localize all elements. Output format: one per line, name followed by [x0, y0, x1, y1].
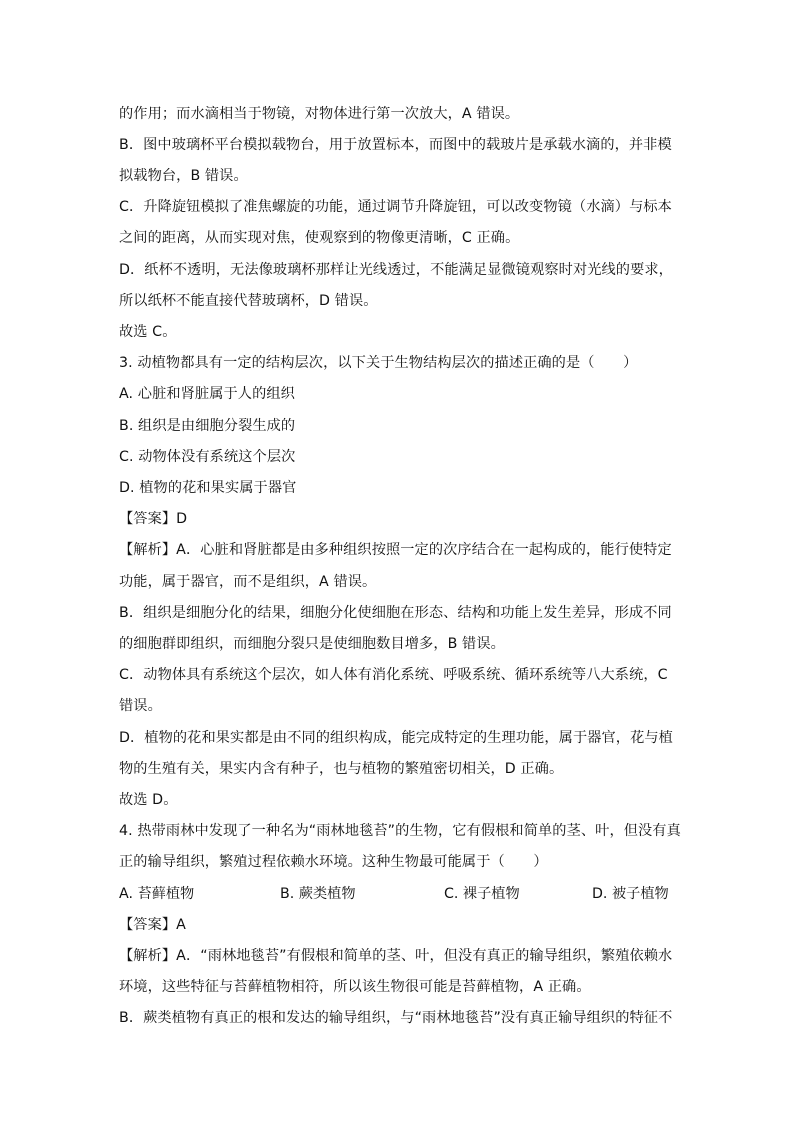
text-line: 环境，这些特征与苔藓植物相符，所以该生物很可能是苔藓植物，A 正确。: [119, 979, 591, 995]
question-3-stem: 3. 动植物都具有一定的结构层次，以下关于生物结构层次的描述正确的是（ ）: [119, 355, 638, 371]
text-line: 拟载物台，B 错误。: [119, 168, 248, 184]
text-line: 功能，属于器官，而不是组织，A 错误。: [119, 574, 377, 590]
question-3-option-a: A. 心脏和肾脏属于人的组织: [119, 386, 295, 402]
question-4-answer: 【答案】A: [119, 917, 186, 933]
text-line: 错误。: [119, 698, 162, 714]
question-4-option-d: D. 被子植物: [592, 886, 669, 902]
question-4-option-a: A. 苔藓植物: [119, 886, 195, 902]
question-4-stem: 4. 热带雨林中发现了一种名为“雨林地毯苔”的生物，它有假根和简单的茎、叶，但没有真: [119, 823, 681, 839]
text-line: 故选 C。: [119, 324, 177, 340]
question-3-answer: 【答案】D: [119, 511, 188, 527]
text-line: 之间的距离，从而实现对焦，使观察到的物像更清晰，C 正确。: [119, 230, 520, 246]
text-line: 【解析】A．“雨林地毯苔”有假根和简单的茎、叶，但没有真正的输导组织，繁殖依赖水: [119, 948, 673, 964]
text-line: 的作用；而水滴相当于物镜，对物体进行第一次放大，A 错误。: [119, 106, 520, 122]
text-line: C．升降旋钮模拟了准焦螺旋的功能，通过调节升降旋钮，可以改变物镜（水滴）与标本: [119, 199, 672, 215]
text-line: B．图中玻璃杯平台模拟载物台，用于放置标本，而图中的载玻片是承载水滴的，并非模: [119, 137, 672, 153]
text-line: 所以纸杯不能直接代替玻璃杯，D 错误。: [119, 293, 378, 309]
text-line: C．动物体具有系统这个层次，如人体有消化系统、呼吸系统、循环系统等八大系统，C: [119, 667, 668, 683]
text-line: 【解析】A．心脏和肾脏都是由多种组织按照一定的次序结合在一起构成的，能行使特定: [119, 542, 672, 558]
text-line: D．纸杯不透明，无法像玻璃杯那样让光线透过，不能满足显微镜观察时对光线的要求，: [119, 262, 673, 278]
question-4-options: [119, 884, 679, 904]
question-3-option-c: C. 动物体没有系统这个层次: [119, 449, 296, 465]
text-line: 物的生殖有关，果实内含有种子，也与植物的繁殖密切相关，D 正确。: [119, 761, 564, 777]
text-line: 的细胞群即组织，而细胞分裂只是使细胞数目增多，B 错误。: [119, 636, 505, 652]
question-3-option-b: B. 组织是由细胞分裂生成的: [119, 418, 296, 434]
text-line: B．组织是细胞分化的结果，细胞分化使细胞在形态、结构和功能上发生差异，形成不同: [119, 605, 672, 621]
text-line: 故选 D。: [119, 792, 178, 808]
text-line: D．植物的花和果实都是由不同的组织构成，能完成特定的生理功能，属于器官，花与植: [119, 730, 673, 746]
question-4-option-c: C. 裸子植物: [444, 886, 520, 902]
text-line: B．蕨类植物有真正的根和发达的输导组织，与“雨林地毯苔”没有真正输导组织的特征不: [119, 1010, 673, 1026]
question-3-option-d: D. 植物的花和果实属于器官: [119, 480, 297, 496]
text-line: 正的输导组织，繁殖过程依赖水环境。这种生物最可能属于（ ）: [119, 854, 548, 870]
question-4-option-b: B. 蕨类植物: [280, 886, 356, 902]
